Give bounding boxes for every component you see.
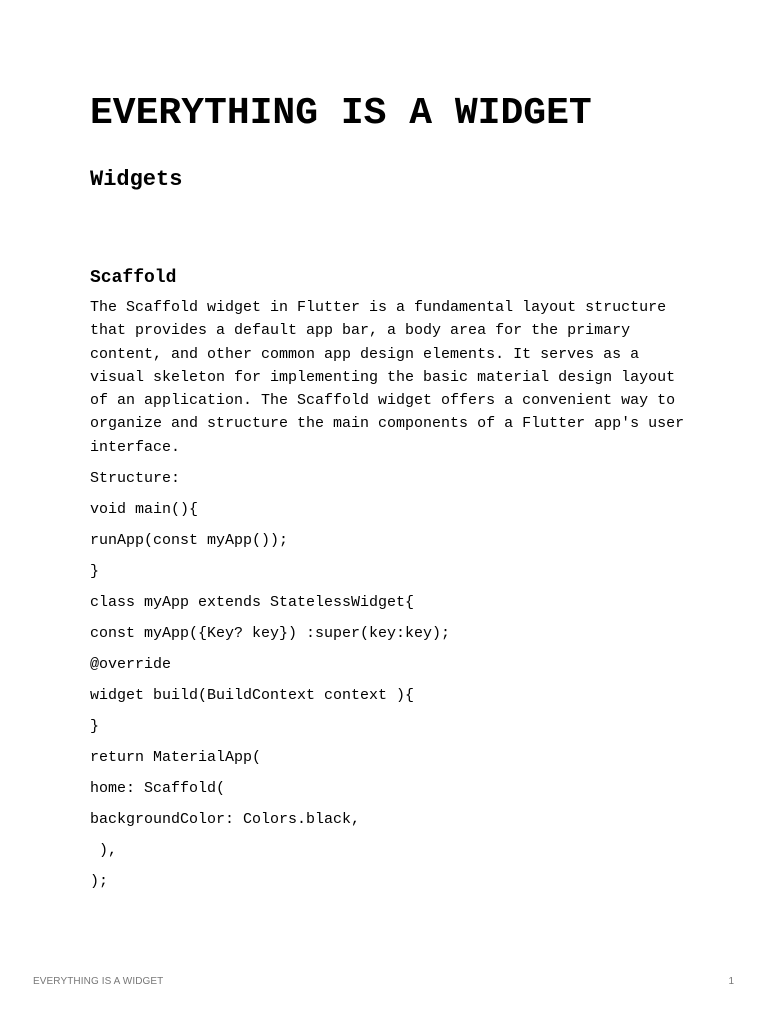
- structure-label: Structure:: [90, 470, 181, 488]
- code-line: return MaterialApp(: [90, 749, 262, 767]
- code-line: void main(){: [90, 501, 199, 519]
- code-line: class myApp extends StatelessWidget{: [90, 594, 415, 612]
- code-line: backgroundColor: Colors.black,: [90, 811, 361, 829]
- code-line: }: [90, 563, 100, 581]
- subsection-title: Scaffold: [90, 268, 177, 288]
- document-title: EVERYTHING IS A WIDGET: [90, 92, 592, 135]
- footer-running-title: EVERYTHING IS A WIDGET: [33, 976, 164, 987]
- body-paragraph: The Scaffold widget in Flutter is a fundamental layout structure that provides a default app bar, a body area for the primary content, and other common app design elements. It serves as a visual skeleton for implementing the basic material design layout of an application. The Scaffold widget offers a convenient way to organize and structure the main components of a Flutter app's user interface.: [90, 299, 685, 456]
- code-line: widget build(BuildContext context ){: [90, 687, 415, 705]
- section-title: Widgets: [90, 167, 183, 192]
- footer-page-number: 1: [728, 976, 734, 987]
- code-line: const myApp({Key? key}) :super(key:key);: [90, 625, 451, 643]
- code-line: ),: [90, 842, 118, 860]
- code-line: @override: [90, 656, 172, 674]
- code-line: home: Scaffold(: [90, 780, 226, 798]
- page-content: [90, 92, 690, 901]
- code-block: [90, 467, 690, 901]
- code-line: }: [90, 718, 100, 736]
- code-line: );: [90, 873, 109, 891]
- code-line: runApp(const myApp());: [90, 532, 289, 550]
